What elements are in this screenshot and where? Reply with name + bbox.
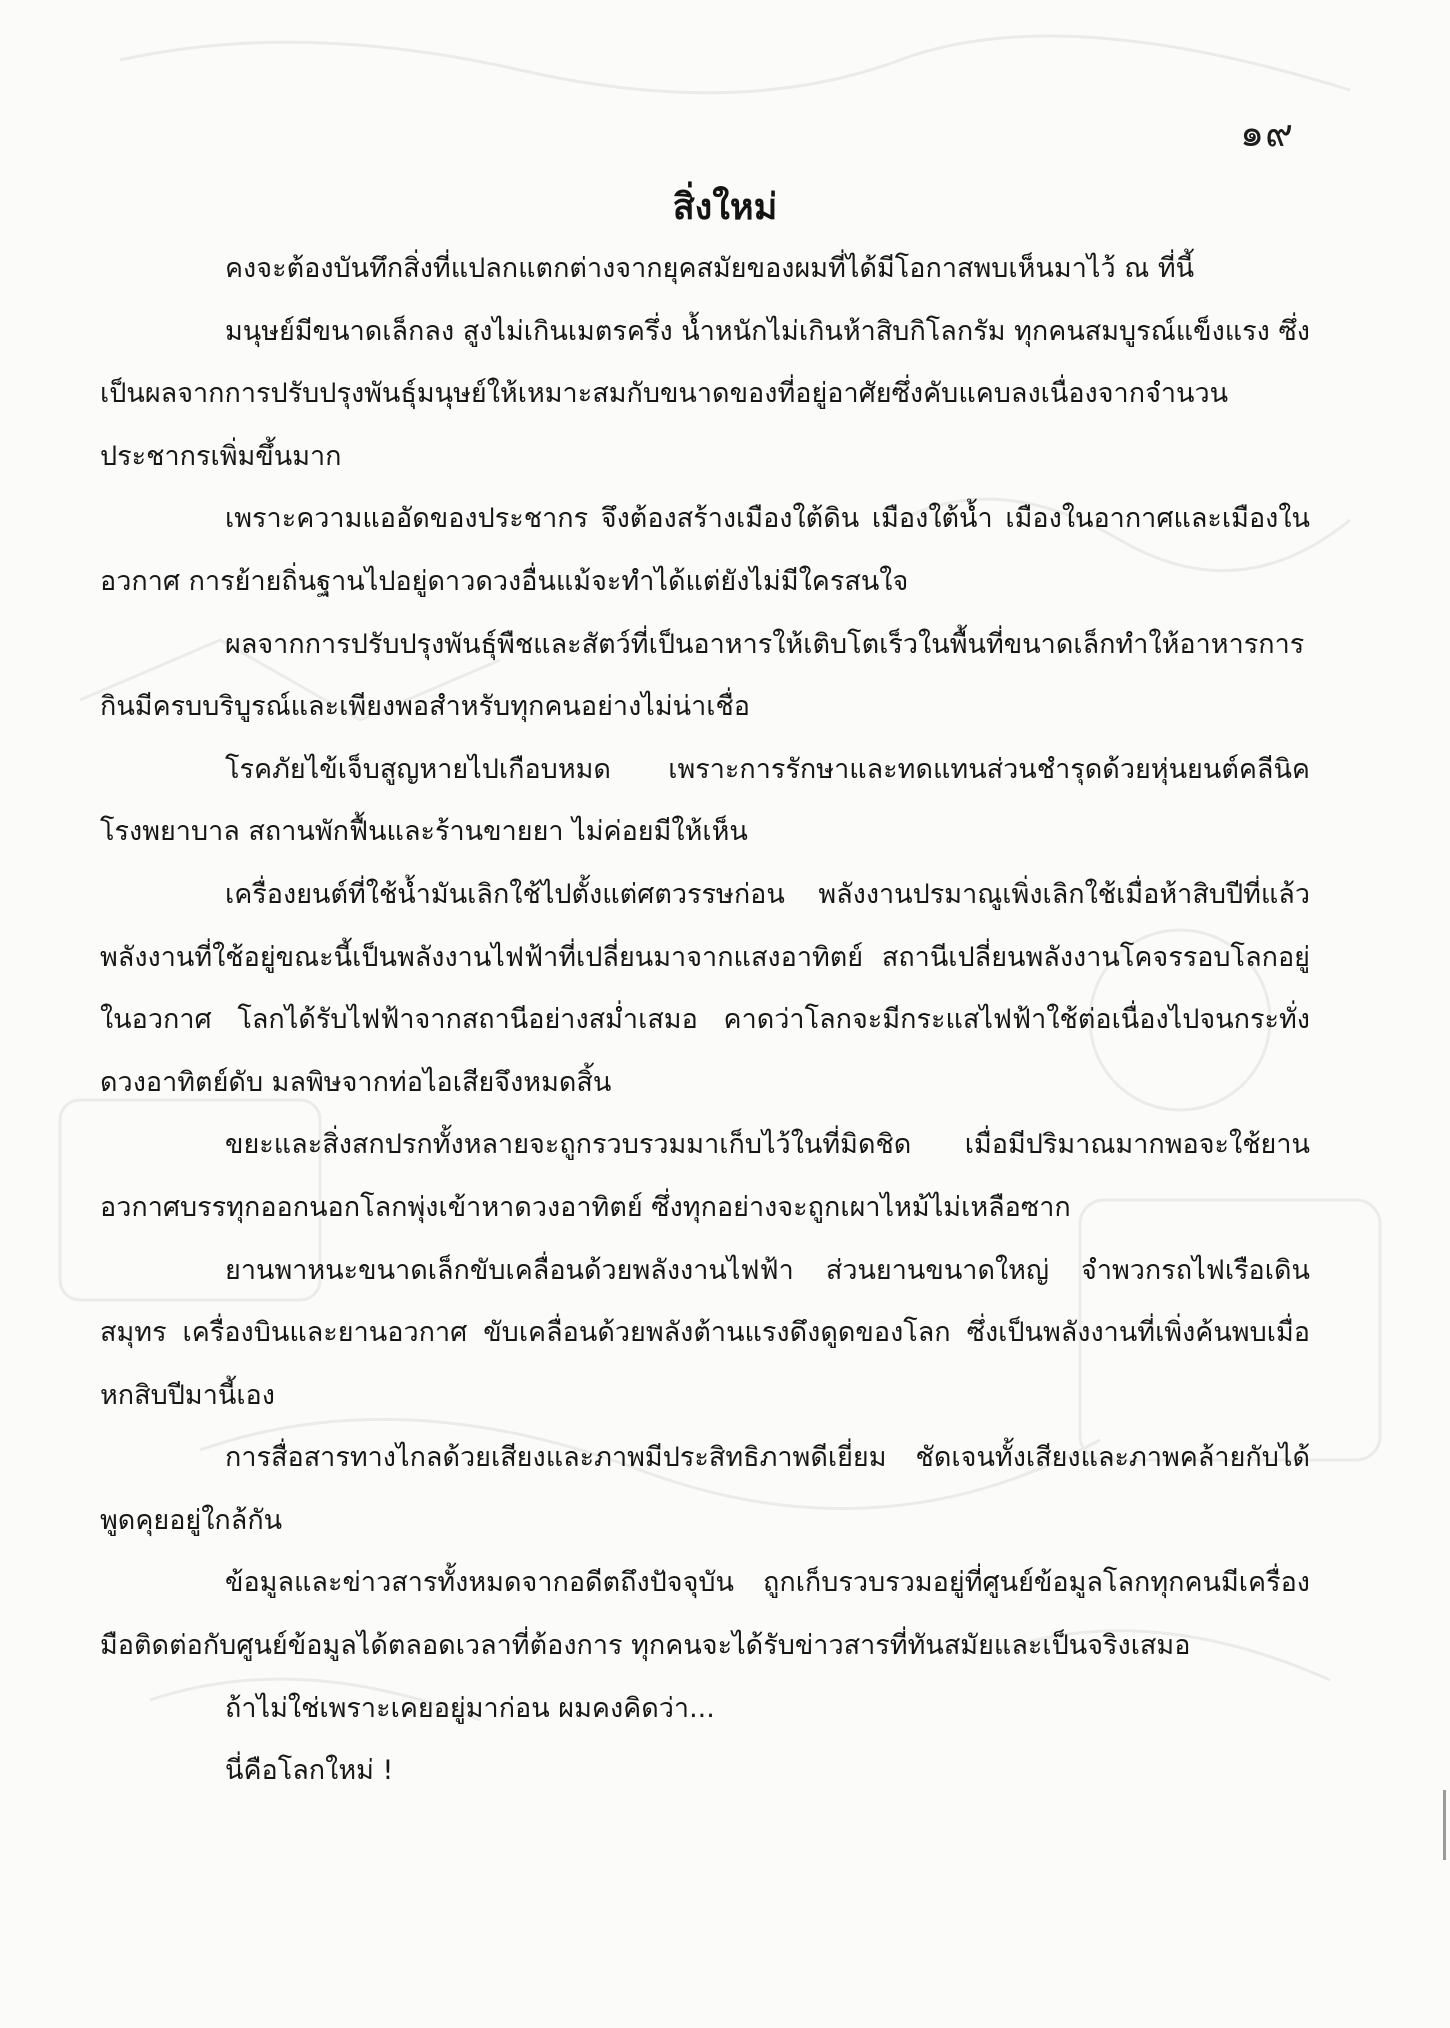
paragraph: เพราะความแออัดของประชากร จึงต้องสร้างเมืองใต้ดิน เมืองใต้น้ำ เมืองในอากาศและเมืองในอวกาศ การย้ายถิ่นฐานไปอยู่ดาวดวงอื่นแม้จะทำได้แต่ยังไม่มีใครสนใจ (100, 503, 1310, 597)
paragraph: เครื่องยนต์ที่ใช้น้ำมันเลิกใช้ไปตั้งแต่ศตวรรษก่อน พลังงานปรมาณูเพิ่งเลิกใช้เมื่อห้าสิบปีที่แล้ว พลังงานที่ใช้อยู่ขณะนี้เป็นพลังงานไฟฟ้าที่เปลี่ยนมาจากแสงอาทิตย์ สถานีเปลี่ยนพลังงานโคจรรอบโลกอยู่ในอวกาศ โลกได้รับไฟฟ้าจากสถานีอย่างสม่ำเสมอ คาดว่าโลกจะมีกระแสไฟฟ้าใช้ต่อเนื่องไปจนกระทั่งดวงอาทิตย์ดับ มลพิษจากท่อไอเสียจึงหมดสิ้น (100, 878, 1310, 1098)
paragraph: คงจะต้องบันทึกสิ่งที่แปลกแตกต่างจากยุคสมัยของผมที่ได้มีโอกาสพบเห็นมาไว้ ณ ที่นี้ (225, 253, 1195, 284)
paragraph: ข้อมูลและข่าวสารทั้งหมดจากอดีตถึงปัจจุบัน ถูกเก็บรวบรวมอยู่ที่ศูนย์ข้อมูลโลกทุกคนมีเครื่องมือติดต่อกับศูนย์ข้อมูลได้ตลอดเวลาที่ต้องการ ทุกคนจะได้รับข่าวสารที่ทันสมัยและเป็นจริงเสมอ (100, 1567, 1310, 1662)
closing-line: นี่คือโลกใหม่ ! (225, 1755, 394, 1787)
paragraph: โรคภัยไข้เจ็บสูญหายไปเกือบหมด เพราะการรักษาและทดแทนส่วนชำรุดด้วยหุ่นยนต์คลีนิค โรงพยาบาล สถานพักฟื้นและร้านขายยา ไม่ค่อยมีให้เห็น (100, 753, 1310, 848)
paragraph: ผลจากการปรับปรุงพันธุ์พืชและสัตว์ที่เป็นอาหารให้เติบโตเร็วในพื้นที่ขนาดเล็กทำให้อาหารการกินมีครบบริบูรณ์และเพียงพอสำหรับทุกคนอย่างไม่น่าเชื่อ (100, 628, 1305, 723)
paragraph: ขยะและสิ่งสกปรกทั้งหลายจะถูกรวบรวมมาเก็บไว้ในที่มิดชิด เมื่อมีปริมาณมากพอจะใช้ยานอวกาศบรรทุกออกนอกโลกพุ่งเข้าหาดวงอาทิตย์ ซึ่งทุกอย่างจะถูกเผาไหม้ไม่เหลือซาก (100, 1129, 1310, 1223)
paragraph: มนุษย์มีขนาดเล็กลง สูงไม่เกินเมตรครึ่ง น้ำหนักไม่เกินห้าสิบกิโลกรัม ทุกคนสมบูรณ์แข็งแรง ซึ่งเป็นผลจากการปรับปรุงพันธุ์มนุษย์ให้เหมาะสมกับขนาดของที่อยู่อาศัยซึ่งคับแคบลงเนื่องจากจำนวนประชากรเพิ่มขึ้นมาก (100, 315, 1310, 472)
closing-line: ถ้าไม่ใช่เพราะเคยอยู่มาก่อน ผมคงคิดว่า... (225, 1692, 715, 1724)
body-text (100, 238, 1310, 1803)
page-number: ๑๙ (1240, 111, 1294, 155)
chapter-title: สิ่งใหม่ (672, 187, 778, 228)
edge-mark (1443, 1790, 1446, 1860)
paragraph: ยานพาหนะขนาดเล็กขับเคลื่อนด้วยพลังงานไฟฟ้า ส่วนยานขนาดใหญ่ จำพวกรถไฟเรือเดินสมุทร เครื่องบินและยานอวกาศ ขับเคลื่อนด้วยพลังต้านแรงดึงดูดของโลก ซึ่งเป็นพลังงานที่เพิ่งค้นพบเมื่อหกสิบปีมานี้เอง (100, 1254, 1310, 1411)
paragraph: การสื่อสารทางไกลด้วยเสียงและภาพมีประสิทธิภาพดีเยี่ยม ชัดเจนทั้งเสียงและภาพคล้ายกับได้พูดคุยอยู่ใกล้กัน (100, 1442, 1310, 1536)
